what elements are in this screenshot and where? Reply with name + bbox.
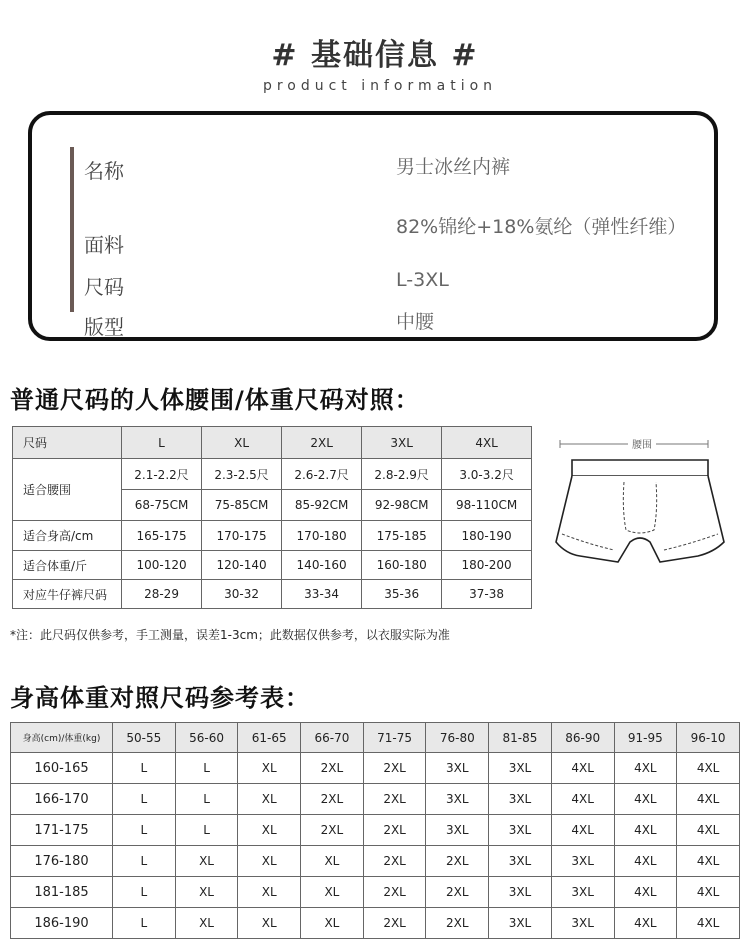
hw-size-cell: L bbox=[113, 784, 176, 815]
hw-height-cell: 160-165 bbox=[11, 753, 113, 784]
hw-size-cell: XL bbox=[301, 908, 364, 939]
height-label: 适合身高/cm bbox=[13, 521, 122, 551]
hw-size-cell: XL bbox=[238, 753, 301, 784]
hw-chart-title: 身高体重对照尺码参考表： bbox=[10, 684, 310, 712]
waist-cm-cell: 98-110CM bbox=[442, 490, 532, 521]
hw-size-cell: XL bbox=[175, 908, 238, 939]
hw-size-cell: XL bbox=[175, 846, 238, 877]
hw-weight-header: 61-65 bbox=[238, 723, 301, 753]
hw-header-row bbox=[11, 723, 740, 753]
size-chart-table bbox=[12, 426, 532, 609]
hw-size-cell: 3XL bbox=[551, 846, 614, 877]
height-cell: 175-185 bbox=[362, 521, 442, 551]
hw-size-cell: 4XL bbox=[614, 846, 677, 877]
hw-size-cell: 2XL bbox=[363, 784, 426, 815]
hw-size-cell: 4XL bbox=[614, 784, 677, 815]
product-info-box bbox=[28, 111, 718, 341]
height-cell: 180-190 bbox=[442, 521, 532, 551]
hw-size-cell: 2XL bbox=[426, 908, 489, 939]
size-header-cell: L bbox=[122, 427, 202, 459]
size-header-cell: 4XL bbox=[442, 427, 532, 459]
hw-weight-header: 81-85 bbox=[489, 723, 552, 753]
hw-size-cell: 3XL bbox=[551, 877, 614, 908]
boxer-briefs-icon bbox=[548, 430, 728, 580]
hw-size-cell: 3XL bbox=[489, 846, 552, 877]
hw-table-row bbox=[11, 815, 740, 846]
hw-size-cell: 3XL bbox=[551, 908, 614, 939]
hw-size-cell: 4XL bbox=[677, 908, 740, 939]
hw-weight-header: 56-60 bbox=[175, 723, 238, 753]
page-subtitle: product information bbox=[262, 78, 498, 94]
jeans-cell: 37-38 bbox=[442, 580, 532, 609]
waist-chi-cell: 2.6-2.7尺 bbox=[282, 459, 362, 490]
hw-size-cell: 3XL bbox=[489, 784, 552, 815]
hw-table-row bbox=[11, 877, 740, 908]
weight-label: 适合体重/斤 bbox=[13, 551, 122, 580]
size-header-cell: XL bbox=[202, 427, 282, 459]
hw-size-cell: 4XL bbox=[614, 877, 677, 908]
hw-size-cell: 3XL bbox=[426, 784, 489, 815]
size-header-row bbox=[13, 427, 532, 459]
hw-table-row bbox=[11, 784, 740, 815]
hw-size-cell: 2XL bbox=[301, 815, 364, 846]
jeans-cell: 28-29 bbox=[122, 580, 202, 609]
height-cell: 170-175 bbox=[202, 521, 282, 551]
jeans-row bbox=[13, 580, 532, 609]
hw-size-cell: XL bbox=[301, 877, 364, 908]
name-label: 名称 bbox=[84, 159, 124, 183]
hw-size-cell: 2XL bbox=[363, 753, 426, 784]
hw-size-cell: 2XL bbox=[363, 908, 426, 939]
hw-table-row bbox=[11, 753, 740, 784]
height-weight-table bbox=[10, 722, 740, 939]
hw-height-cell: 186-190 bbox=[11, 908, 113, 939]
size-header-cell: 3XL bbox=[362, 427, 442, 459]
hw-size-cell: 3XL bbox=[489, 753, 552, 784]
fit-label: 版型 bbox=[84, 315, 124, 339]
hw-size-cell: XL bbox=[238, 877, 301, 908]
size-label: 尺码 bbox=[84, 275, 124, 299]
hw-size-cell: 4XL bbox=[614, 908, 677, 939]
hw-size-cell: 2XL bbox=[363, 877, 426, 908]
hw-size-cell: 4XL bbox=[677, 877, 740, 908]
hw-size-cell: 3XL bbox=[489, 877, 552, 908]
waist-cm-cell: 92-98CM bbox=[362, 490, 442, 521]
hw-size-cell: 2XL bbox=[363, 846, 426, 877]
hw-size-cell: 2XL bbox=[426, 846, 489, 877]
hw-size-cell: 4XL bbox=[614, 815, 677, 846]
hw-size-cell: L bbox=[175, 815, 238, 846]
hw-size-cell: 4XL bbox=[551, 753, 614, 784]
weight-cell: 180-200 bbox=[442, 551, 532, 580]
hw-size-cell: 4XL bbox=[677, 784, 740, 815]
jeans-label: 对应牛仔裤尺码 bbox=[13, 580, 122, 609]
hw-table-row bbox=[11, 846, 740, 877]
size-note: *注：此尺码仅供参考，手工测量，误差1-3cm；此数据仅供参考，以衣服实际为准 bbox=[10, 628, 450, 642]
hw-size-cell: L bbox=[113, 846, 176, 877]
hw-height-cell: 176-180 bbox=[11, 846, 113, 877]
hw-size-cell: XL bbox=[238, 784, 301, 815]
hw-size-cell: L bbox=[175, 753, 238, 784]
height-row bbox=[13, 521, 532, 551]
waist-chi-cell: 2.8-2.9尺 bbox=[362, 459, 442, 490]
hw-size-cell: 4XL bbox=[677, 846, 740, 877]
waist-diagram-label: 腰围 bbox=[632, 440, 652, 451]
weight-cell: 160-180 bbox=[362, 551, 442, 580]
weight-cell: 140-160 bbox=[282, 551, 362, 580]
hw-weight-header: 76-80 bbox=[426, 723, 489, 753]
waist-cm-cell: 68-75CM bbox=[122, 490, 202, 521]
fabric-value: 82%锦纶+18%氨纶（弹性纤维） bbox=[396, 216, 687, 238]
hw-size-cell: 4XL bbox=[677, 815, 740, 846]
hw-height-cell: 166-170 bbox=[11, 784, 113, 815]
hw-size-cell: XL bbox=[301, 846, 364, 877]
size-value: L-3XL bbox=[396, 269, 449, 291]
hw-size-cell: 2XL bbox=[301, 753, 364, 784]
waist-label: 适合腰围 bbox=[13, 459, 122, 521]
jeans-cell: 30-32 bbox=[202, 580, 282, 609]
size-chart-title: 普通尺码的人体腰围/体重尺码对照： bbox=[10, 386, 420, 414]
hw-size-cell: 3XL bbox=[426, 753, 489, 784]
waist-chi-cell: 2.1-2.2尺 bbox=[122, 459, 202, 490]
hw-size-cell: 4XL bbox=[614, 753, 677, 784]
hw-size-cell: L bbox=[113, 877, 176, 908]
underwear-diagram bbox=[548, 430, 728, 580]
weight-cell: 100-120 bbox=[122, 551, 202, 580]
hw-weight-header: 66-70 bbox=[301, 723, 364, 753]
waist-chi-row bbox=[13, 459, 532, 490]
hw-size-cell: L bbox=[113, 815, 176, 846]
weight-row bbox=[13, 551, 532, 580]
hw-height-cell: 171-175 bbox=[11, 815, 113, 846]
hw-height-cell: 181-185 bbox=[11, 877, 113, 908]
hw-size-cell: 3XL bbox=[426, 815, 489, 846]
page-title: # 基础信息 # bbox=[271, 38, 479, 73]
hw-size-cell: 3XL bbox=[489, 908, 552, 939]
fit-value: 中腰 bbox=[396, 311, 435, 333]
info-accent-bar bbox=[70, 147, 74, 312]
hw-size-cell: 2XL bbox=[363, 815, 426, 846]
hw-size-cell: 4XL bbox=[551, 815, 614, 846]
size-header-cell: 2XL bbox=[282, 427, 362, 459]
hw-size-cell: L bbox=[113, 908, 176, 939]
height-cell: 165-175 bbox=[122, 521, 202, 551]
hw-corner-cell: 身高(cm)/体重(kg) bbox=[11, 723, 113, 753]
hw-size-cell: XL bbox=[238, 846, 301, 877]
hw-size-cell: XL bbox=[238, 908, 301, 939]
hw-table-row bbox=[11, 908, 740, 939]
size-header-label: 尺码 bbox=[13, 427, 122, 459]
height-cell: 170-180 bbox=[282, 521, 362, 551]
hw-weight-header: 91-95 bbox=[614, 723, 677, 753]
fabric-label: 面料 bbox=[84, 233, 124, 257]
hw-size-cell: 3XL bbox=[489, 815, 552, 846]
hw-size-cell: 4XL bbox=[551, 784, 614, 815]
jeans-cell: 33-34 bbox=[282, 580, 362, 609]
hw-weight-header: 71-75 bbox=[363, 723, 426, 753]
hw-weight-header: 86-90 bbox=[551, 723, 614, 753]
hw-size-cell: 2XL bbox=[301, 784, 364, 815]
hw-weight-header: 50-55 bbox=[113, 723, 176, 753]
name-value: 男士冰丝内裤 bbox=[396, 156, 511, 178]
jeans-cell: 35-36 bbox=[362, 580, 442, 609]
hw-size-cell: 2XL bbox=[426, 877, 489, 908]
waist-chi-cell: 3.0-3.2尺 bbox=[442, 459, 532, 490]
hw-size-cell: XL bbox=[238, 815, 301, 846]
weight-cell: 120-140 bbox=[202, 551, 282, 580]
hw-size-cell: 4XL bbox=[677, 753, 740, 784]
hw-size-cell: L bbox=[113, 753, 176, 784]
waist-cm-cell: 85-92CM bbox=[282, 490, 362, 521]
hw-size-cell: L bbox=[175, 784, 238, 815]
waist-cm-cell: 75-85CM bbox=[202, 490, 282, 521]
hw-weight-header: 96-10 bbox=[677, 723, 740, 753]
hw-size-cell: XL bbox=[175, 877, 238, 908]
waist-chi-cell: 2.3-2.5尺 bbox=[202, 459, 282, 490]
